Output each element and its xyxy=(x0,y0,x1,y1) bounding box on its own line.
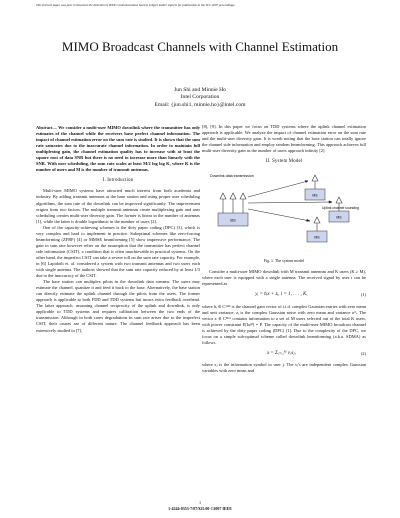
equation-number: (1) xyxy=(360,292,366,298)
bs-antenna-array xyxy=(220,193,246,213)
review-notice: This full text paper was peer reviewed at the direction of IEEE Communications Society subject matter experts for publication in the ICC 2007 proceedings. xyxy=(36,3,236,7)
body-paragraph: [8], [9]. In this paper we focus on TDD systems where the uplink channel estimation approach is applicable. We analyze the impact of channel estimation error on the sum rate and the multi-user diversity gain. It is worth noting that the base station can totally ignore the channel side information and employ random beamforming. This approach achieves full multi-user diversity gain as the number of users approach infinity [2]. xyxy=(202,124,366,154)
equation-2 xyxy=(202,351,366,357)
intro-paragraph: Multi-user MIMO systems have attracted much interest from both academia and industry. By adding transmit antennas at the base station and using proper user scheduling algorithms, the sum rate of the downlink can be improved significantly. The improvement origins from two factors. The multiple transmit antennas create multiplexing gain and user scheduling creates multi-user diversity gain. The former is linear in the number of antennas [1], while the latter is double logarithmic in the number of users [2]. xyxy=(36,188,200,224)
downlink-label: Downlink data transmission xyxy=(210,174,254,179)
equation-number: (2) xyxy=(360,350,366,356)
email: Email: {jun.shi1, minnie.ho}@intel.com xyxy=(154,101,246,108)
equation-expression: x = Σⱼ₌₁ᴹ vⱼsⱼ, xyxy=(266,350,296,356)
intro-paragraph: The base station can multiplex pilots in the downlink data streams. The users may estimate the channel, quantize it and feed it back to the base. Alternatively, the base station can directly estimate the uplink channel through the pilots from the users. The former approach is applicable to both FDD and TDD systems but incurs extra feedback overhead. The latter approach, assuming channel reciprocity of the uplink and downlink, is only applicable to TDD systems and requires calibration between the two ends of the transmission. Although in both cases degradations in sum rate arises due to the imperfect CSIT, their causes are of different nature. The channel feedback approach has been extensively studied in [7], xyxy=(36,279,200,333)
system-model-figure xyxy=(202,169,366,256)
bs-label: BS xyxy=(230,217,236,223)
left-column xyxy=(36,125,200,334)
right-column xyxy=(202,124,366,374)
body-paragraph: where sⱼ is the information symbol to user j. The sⱼ's are independent complex Gaussian variables with zero mean and xyxy=(202,361,366,373)
page-number: 1 xyxy=(198,500,202,505)
paper-title: MIMO Broadcast Channels with Channel Estimation xyxy=(61,39,339,54)
copyright-footer: 1-4244-0353-7/07/$25.00 ©2007 IEEE xyxy=(168,506,232,511)
abstract: Abstract— We consider a multi-user MIMO downlink where the transmitter has only estimates of the channel while the receivers have perfect channel information. The impact of channel estimation error on the sum rate is studied. It is shown that the sum rate saturates due to the inaccurate channel information. In order to maintain full multiplexing gain, the channel estimation quality has to increase with at least the square root of data SNR but there is no need to increase more than linearly with the SNR. With user scheduling, the sum rate scales at least M/2 log log K, where K is the number of users and M is the number of transmit antennas. xyxy=(36,125,200,173)
section-heading-introduction: I. Introduction xyxy=(102,178,134,184)
ms-antennas xyxy=(312,175,342,231)
uplink-label: Uplink channel sounding xyxy=(322,206,359,211)
body-paragraph: Consider a multi-user MIMO downlink with M transmit antennas and K users (K ≥ M), where each user is equipped with a single antenna. The received signal by user i can be represented as xyxy=(202,269,366,287)
ms-label: MS xyxy=(312,193,318,198)
equation-1 xyxy=(202,292,366,298)
affiliation: Intel Corporation xyxy=(180,94,220,101)
body-paragraph: where hᵢ ∈ C¹ˣᴹ is the channel gain vector of i.i.d. complex Gaussian entries with zero mean and unit variance, zᵢ is the complex Gaussian noise with zero mean and variance σ²ᵢ. The vector x ∈ Cᴹˣ¹ contains information to a set of M users selected out of the total K users, with power constraint E[‖x‖²] = P. The capacity of the multi-user MIMO broadcast channel is achieved by the dirty paper coding (DPC) [1]. Due to the complexity of the DPC, we focus on a simple sub-optimal scheme called downlink beamforming (a.k.a. SDMA) as follows. xyxy=(202,303,366,345)
equation-expression: yᵢ = hᵢx + zᵢ, i = 1, . . . , K, xyxy=(255,292,308,298)
system-model-diagram xyxy=(202,169,366,256)
author-names: Jun Shi and Minnie Ho xyxy=(174,87,226,93)
author-block xyxy=(0,87,400,109)
ms-label: MS xyxy=(336,215,342,220)
ms-label: MS xyxy=(314,235,320,240)
intro-paragraph: One of the capacity-achieving schemes is the dirty paper coding (DPC) [3], which is very complex and hard to implement in practice. Suboptimal schemes like zero-forcing beamforming (ZFBF) [4] or MMSE beamforming [5] show impressive performance. The gain in sum rate however relies on the assumption that the transmitter has perfect channel side information (CSIT), a condition that is often unachievable in practical systems. On the other hand, the imperfect CSIT can take a severe toll on the sum rate capacity. For example, in [6] Lapidoth et. al. considered a system with two transmit antennas and two users each with single antenna. The authors showed that the sum rate capacity reduced by at least 1/3 due to the inaccuracy of the CSIT. xyxy=(36,224,200,279)
link-arrows xyxy=(248,181,332,222)
section-heading-system-model: II. System Model xyxy=(265,159,303,165)
figure-caption: Fig. 1. The system model xyxy=(263,258,305,264)
